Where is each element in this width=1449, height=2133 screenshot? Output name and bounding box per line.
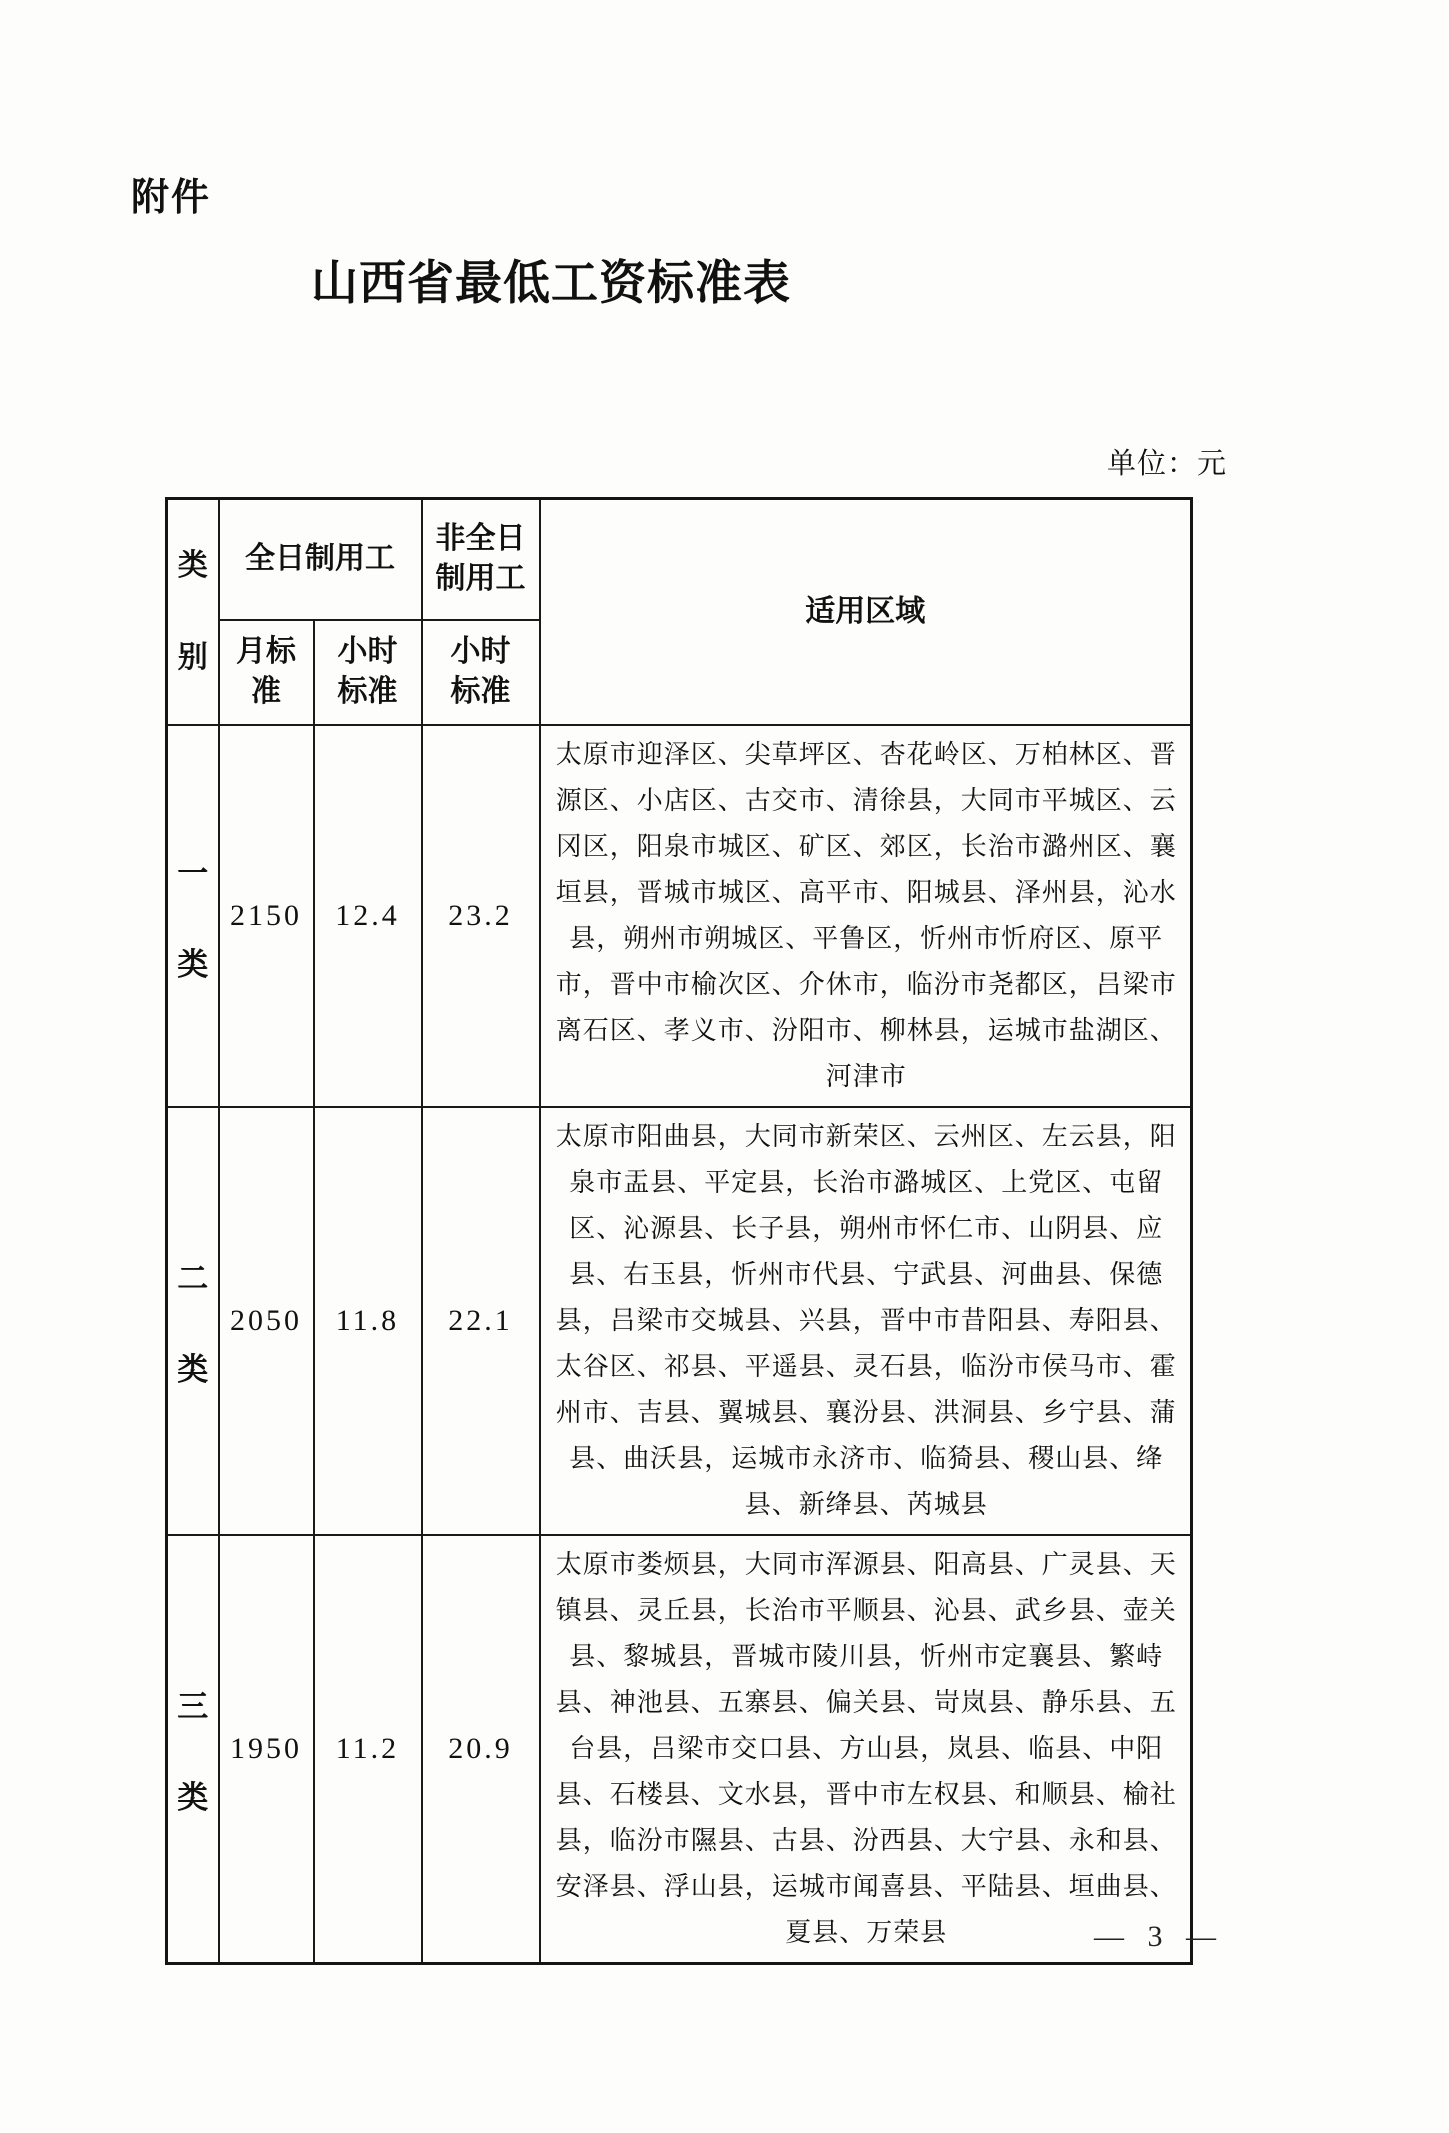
parttime-hourly-header-label: 小时标准 [450, 635, 511, 708]
hourly-cell: 11.8 [314, 1107, 422, 1535]
region-cell: 太原市阳曲县，大同市新荣区、云州区、左云县，阳泉市盂县、平定县，长治市潞城区、上党区、屯留区、沁源县、长子县，朔州市怀仁市、山阴县、应县、右玉县，忻州市代县、宁武县、河曲县、保德县，吕梁市交城县、兴县，晋中市昔阳县、寿阳县、太谷区、祁县、平遥县、灵石县，临汾市侯马市、霍州市、吉县、翼城县、襄汾县、洪洞县、乡宁县、蒲县、曲沃县，运城市永济市、临猗县、稷山县、绛县、新绛县、芮城县 [540, 1107, 1192, 1535]
category-2-char-2: 类 [177, 1351, 209, 1387]
table-row-category-3 [167, 1535, 1192, 1964]
region-header [540, 499, 1192, 725]
parttime-header [422, 499, 540, 620]
category-cell-stack [168, 848, 218, 984]
table-row-category-1 [167, 725, 1192, 1107]
region-cell: 太原市娄烦县，大同市浑源县、阳高县、广灵县、天镇县、灵丘县，长治市平顺县、沁县、武乡县、壶关县、黎城县，晋城市陵川县，忻州市定襄县、繁峙县、神池县、五寨县、偏关县、岢岚县、静乐县、五台县，吕梁市交口县、方山县，岚县、临县、中阳县、石楼县、文水县，晋中市左权县、和顺县、榆社县，临汾市隰县、古县、汾西县、大宁县、永和县、安泽县、浮山县，运城市闻喜县、平陆县、垣曲县、夏县、万荣县 [540, 1535, 1192, 1964]
page-title: 山西省最低工资标准表 [311, 256, 791, 309]
parttime-hourly-cell: 23.2 [422, 725, 540, 1107]
category-header [167, 499, 219, 725]
fulltime-header-label: 全日制用工 [245, 542, 395, 576]
category-2-char-1: 二 [177, 1260, 209, 1296]
parttime-header-label: 非全日制用工 [435, 522, 526, 596]
hourly-header-label: 小时标准 [337, 635, 398, 708]
category-cell [167, 725, 219, 1107]
fulltime-header [219, 499, 422, 620]
parttime-hourly-header [422, 620, 540, 725]
attachment-label: 附件 [131, 177, 212, 219]
category-cell [167, 1107, 219, 1535]
region-cell: 太原市迎泽区、尖草坪区、杏花岭区、万柏林区、晋源区、小店区、古交市、清徐县，大同市平城区、云冈区，阳泉市城区、矿区、郊区，长治市潞州区、襄垣县，晋城市城区、高平市、阳城县、泽州县，沁水县，朔州市朔城区、平鲁区，忻州市忻府区、原平市，晋中市榆次区、介休市，临汾市尧都区，吕梁市离石区、孝义市、汾阳市、柳林县，运城市盐湖区、河津市 [540, 725, 1192, 1107]
category-header-stack [168, 546, 218, 678]
category-3-char-2: 类 [177, 1779, 209, 1815]
monthly-cell: 1950 [219, 1535, 314, 1964]
hourly-cell: 12.4 [314, 725, 422, 1107]
hourly-header [314, 620, 422, 725]
category-cell-stack [168, 1253, 218, 1389]
monthly-cell: 2150 [219, 725, 314, 1107]
category-1-char-2: 类 [177, 946, 209, 982]
monthly-cell: 2050 [219, 1107, 314, 1535]
header-row-1 [167, 499, 1192, 620]
unit-label: 单位：元 [1106, 448, 1227, 480]
monthly-header-label: 月标准 [236, 635, 296, 708]
parttime-hourly-cell: 22.1 [422, 1107, 540, 1535]
category-1-char-1: 一 [177, 855, 209, 891]
page-number: — 3 — [1094, 1920, 1216, 1953]
parttime-hourly-cell: 20.9 [422, 1535, 540, 1964]
category-3-char-1: 三 [177, 1688, 209, 1724]
category-cell [167, 1535, 219, 1964]
category-header-char-1: 类 [177, 548, 208, 582]
minimum-wage-table [165, 497, 1193, 1965]
region-header-label: 适用区域 [805, 594, 926, 628]
hourly-cell: 11.2 [314, 1535, 422, 1964]
category-header-char-2: 别 [177, 640, 208, 674]
monthly-header [219, 620, 314, 725]
category-cell-stack [168, 1681, 218, 1817]
table-row-category-2 [167, 1107, 1192, 1535]
